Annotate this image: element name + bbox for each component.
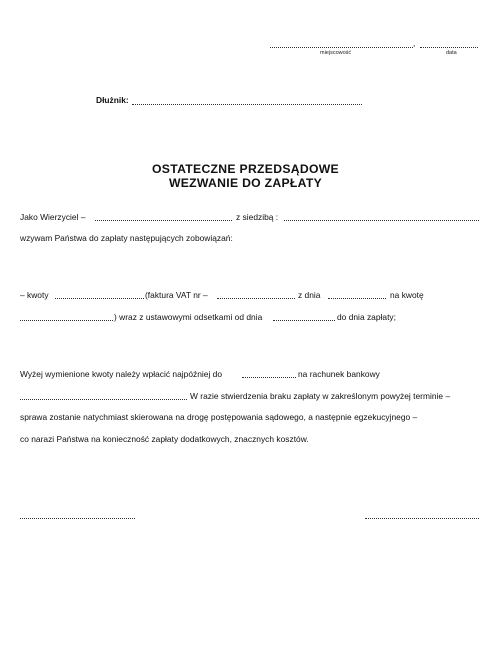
obligations-intro: wzywam Państwa do zapłaty następujących zobowiązań: bbox=[20, 233, 233, 243]
pay-by-text: Wyżej wymienione kwoty należy wpłacić najpóźniej do bbox=[20, 369, 223, 379]
date-word: z dnia bbox=[298, 290, 321, 300]
account-number-line bbox=[20, 399, 187, 400]
amount-label: – kwoty bbox=[20, 290, 49, 300]
comma: , bbox=[413, 38, 416, 48]
amount-word: na kwotę bbox=[390, 290, 424, 300]
invoice-line bbox=[217, 298, 295, 299]
interest-text: ) wraz z ustawowymi odsetkami od dnia bbox=[114, 312, 263, 322]
place-label: miejscowość bbox=[320, 50, 352, 56]
seat-text: z siedzibą : bbox=[236, 212, 279, 222]
seat-line bbox=[284, 220, 479, 221]
signature-left-line bbox=[20, 518, 135, 519]
date-line bbox=[420, 47, 478, 48]
signature-right-line bbox=[365, 518, 479, 519]
date-label: data bbox=[446, 50, 457, 56]
bank-account-text: na rachunek bankowy bbox=[298, 369, 380, 379]
creditor-line bbox=[95, 220, 232, 221]
until-payment: do dnia zapłaty; bbox=[337, 312, 396, 322]
creditor-text: Jako Wierzyciel – bbox=[20, 212, 86, 222]
warning-line3: co narazi Państwa na konieczność zapłaty dodatkowych, znacznych kosztów. bbox=[20, 434, 309, 444]
document-title-line1: OSTATECZNE PRZEDSĄDOWE bbox=[152, 162, 339, 176]
deadline-line bbox=[242, 377, 296, 378]
invoice-date-line bbox=[328, 298, 386, 299]
place-line bbox=[270, 47, 413, 48]
document-title-line2: WEZWANIE DO ZAPŁATY bbox=[168, 176, 323, 190]
debtor-line bbox=[132, 104, 362, 105]
interest-date-line bbox=[273, 320, 335, 321]
amount-line bbox=[55, 298, 144, 299]
invoice-label: (faktura VAT nr – bbox=[145, 290, 208, 300]
warning-line1: W razie stwierdzenia braku zapłaty w zakreślonym powyżej terminie – bbox=[190, 391, 451, 401]
debtor-label: Dłużnik: bbox=[96, 95, 129, 105]
amount-value-line bbox=[20, 320, 113, 321]
warning-line2: sprawa zostanie natychmiast skierowana na drogę postępowania sądowego, a następnie egzekucyjnego – bbox=[20, 412, 418, 422]
